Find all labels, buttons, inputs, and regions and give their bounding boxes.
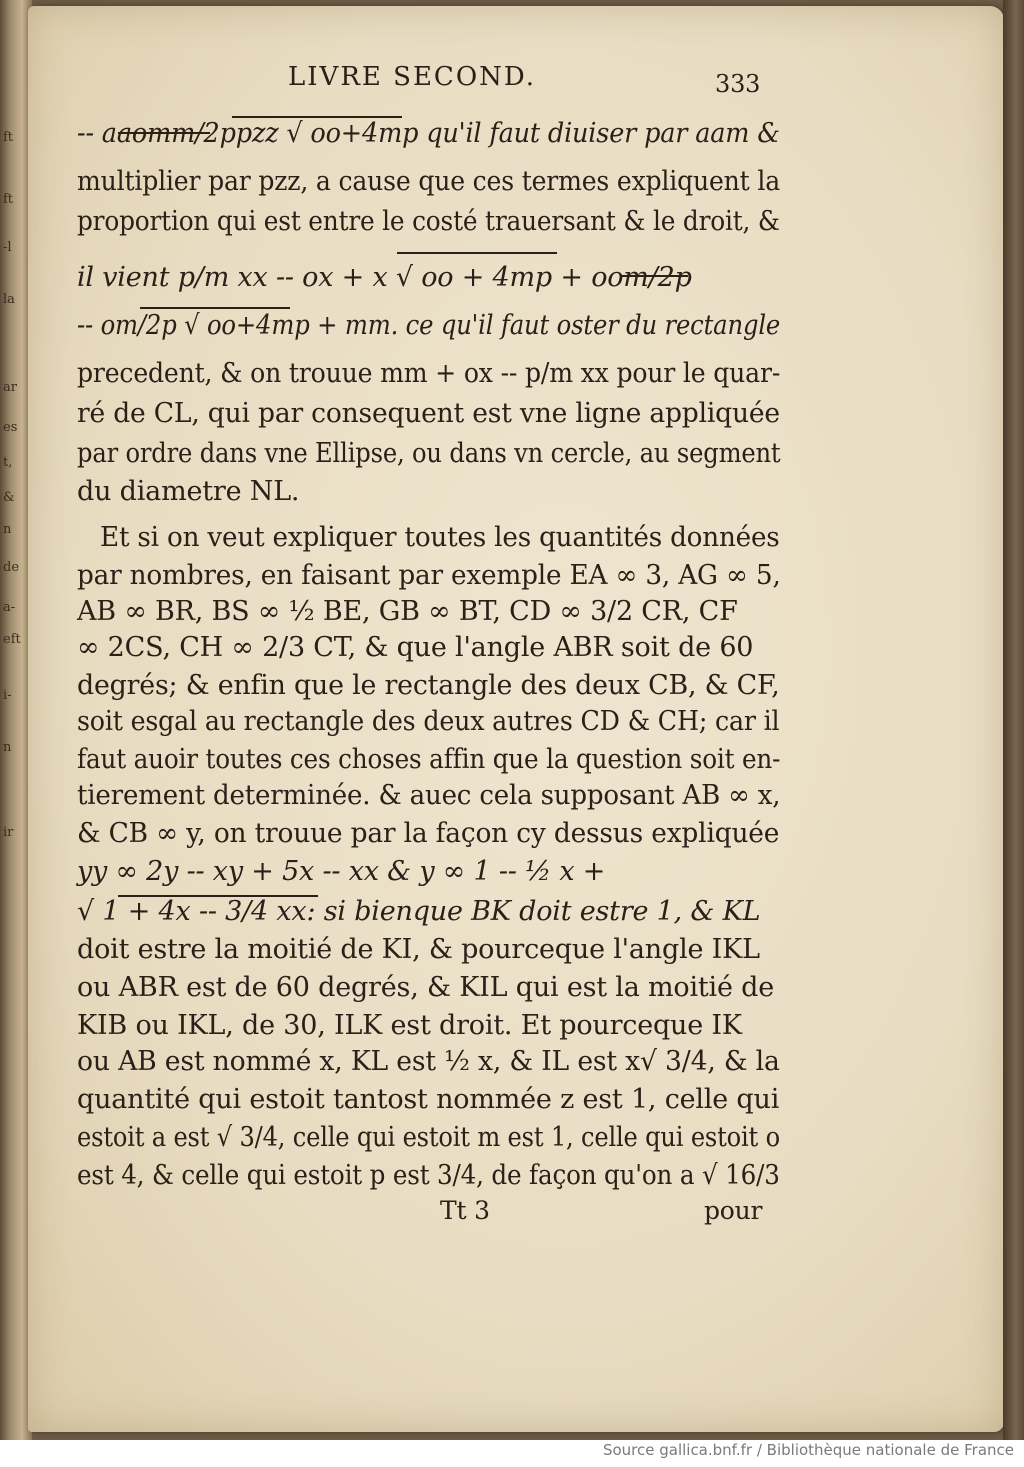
margin-fragment: ft (3, 130, 14, 145)
margin-fragment: ft (3, 192, 14, 207)
margin-fragment: t, (3, 455, 13, 470)
radical-vinculum (140, 307, 290, 309)
text-line: & CB ∞ y, on trouue par la façon cy dessus expliquée (77, 818, 780, 849)
text-line: par ordre dans vne Ellipse, ou dans vn cercle, au segment (77, 438, 781, 469)
margin-fragment: -l (3, 240, 12, 255)
text-line: doit estre la moitié de KI, & pourceque l'angle IKL (77, 934, 760, 965)
text-line: est 4, & celle qui estoit p est 3/4, de façon qu'on a √ 16/3 (77, 1160, 780, 1191)
margin-fragment: n (3, 740, 12, 755)
text-line: soit esgal au rectangle des deux autres CD & CH; car il (77, 706, 780, 737)
text-line: ré de CL, qui par consequent est vne ligne appliquée (77, 398, 780, 429)
text-line: multiplier par pzz, a cause que ces termes expliquent la (77, 166, 780, 197)
catchword: pour (704, 1196, 763, 1225)
text-line: il vient p/m xx -- ox + x √ oo + 4mp + oom/2p (77, 262, 692, 293)
signature-mark: Tt 3 (440, 1196, 490, 1225)
text-line: AB ∞ BR, BS ∞ ½ BE, GB ∞ BT, CD ∞ 3/2 CR, CF (77, 596, 738, 627)
text-line: faut auoir toutes ces choses affin que la question soit en- (77, 744, 781, 775)
page-number: 333 (715, 70, 761, 98)
margin-fragment: & (3, 490, 15, 505)
text-line: precedent, & on trouue mm + ox -- p/m xx pour le quar- (77, 358, 781, 389)
text-line: KIB ou IKL, de 30, ILK est droit. Et pourceque IK (77, 1010, 742, 1041)
source-credit: Source gallica.bnf.fr / Bibliothèque nationale de France (602, 1441, 1014, 1459)
text-line: du diametre NL. (77, 476, 300, 507)
text-line: yy ∞ 2y -- xy + 5x -- xx & y ∞ 1 -- ½ x + (77, 856, 606, 887)
text-line: quantité qui estoit tantost nommée z est 1, celle qui (77, 1084, 780, 1115)
text-line: Et si on veut expliquer toutes les quantités données (100, 522, 780, 553)
right-page-edge (1003, 0, 1024, 1440)
text-line: ou ABR est de 60 degrés, & KIL qui est la moitié de (77, 972, 775, 1003)
margin-fragment: la (3, 292, 15, 307)
margin-fragment: i- (3, 688, 12, 703)
text-line: par nombres, en faisant par exemple EA ∞ 3, AG ∞ 5, (77, 560, 781, 591)
margin-fragment: es (3, 420, 18, 435)
text-line: -- aaomm/2ppzz √ oo+4mp qu'il faut diuiser par aam & (77, 118, 780, 149)
text-line: estoit a est √ 3/4, celle qui estoit m est 1, celle qui estoit o (77, 1122, 780, 1153)
text-line: ou AB est nommé x, KL est ½ x, & IL est x√ 3/4, & la (77, 1046, 780, 1077)
margin-fragment: n (3, 522, 12, 537)
margin-fragment: a- (3, 600, 16, 615)
margin-fragment: de (3, 560, 20, 575)
margin-fragment: ir (3, 825, 14, 840)
text-line: degrés; & enfin que le rectangle des deux CB, & CF, (77, 670, 780, 701)
text-line: √ 1 + 4x -- 3/4 xx: si bienque BK doit estre 1, & KL (77, 896, 761, 927)
text-line: -- om/2p √ oo+4mp + mm. ce qu'il faut oster du rectangle (77, 310, 781, 341)
margin-fragment: ar (3, 380, 17, 395)
text-line: tierement determinée. & auec cela supposant AB ∞ x, (77, 780, 781, 811)
running-title: LIVRE SECOND. (288, 62, 537, 92)
radical-vinculum (397, 252, 557, 254)
margin-fragment: eft (3, 632, 21, 647)
text-line: ∞ 2CS, CH ∞ 2/3 CT, & que l'angle ABR soit de 60 (77, 632, 754, 663)
text-line: proportion qui est entre le costé trauersant & le droit, & (77, 206, 780, 237)
